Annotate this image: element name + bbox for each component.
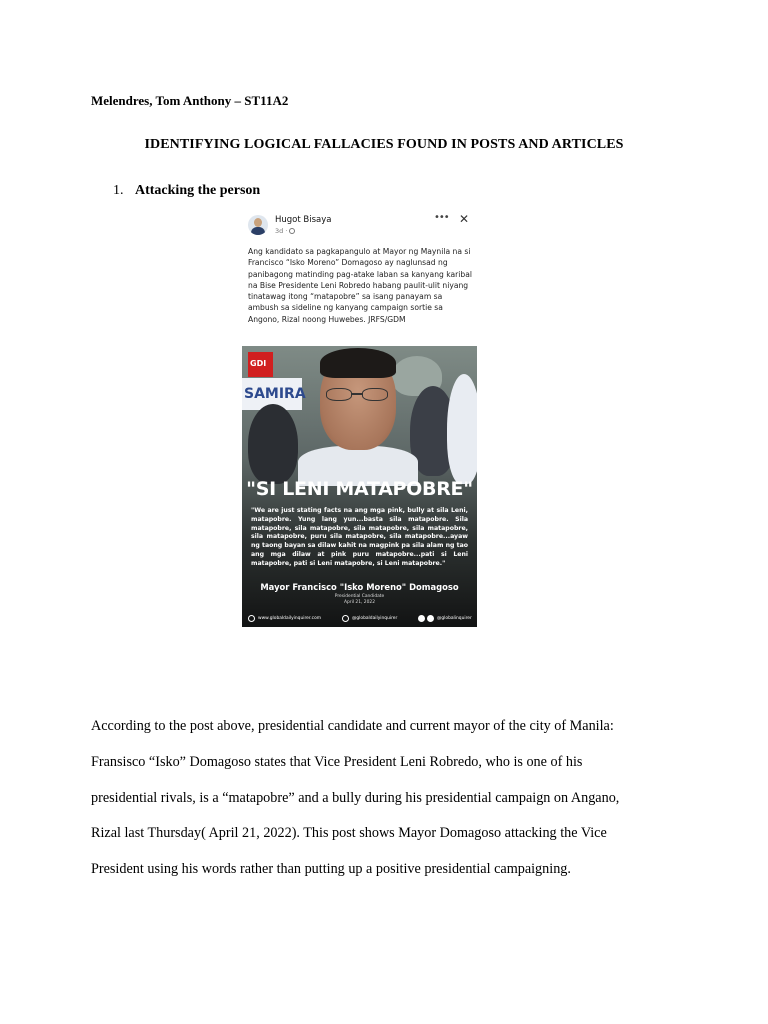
graphic-quote: "We are just stating facts na ang mga pink, bully at sila Leni, matapobre. Yung lang yun...basta sila matapobre. Sila matapobre, sila matapobre, sila matapobre, sila matapobre, sila matapobre, puru sila matapobre, sila matapobre...ayaw ng taong bayan sa dilaw kahit na magpink pa sila alam ng tao ang mga dilaw at pink puru matapobre...pati si Leni matapobre, pati si Leni matapobre, si Leni matapobre." bbox=[251, 507, 468, 567]
paragraph-line: According to the post above, presidential candidate and current mayor of the city of Manila: bbox=[91, 718, 614, 734]
list-item bbox=[113, 183, 260, 199]
author-line: Melendres, Tom Anthony – ST11A2 bbox=[91, 93, 289, 108]
post-graphic bbox=[242, 346, 477, 627]
post-caption: Ang kandidato sa pagkapangulo at Mayor ng Maynila na si Francisco “Isko Moreno” Domagoso ay naglunsad ng panibagong matinding pag-atake laban sa kanyang karibal na Bise Presidente Leni Robredo habang paulit-ulit niyang tinatawag itong “matapobre” sa isang panayam sa ambush sa sideline ng kanyang campaign sortie sa Angono, Rizal noong Huwebes. JRFS/GDM bbox=[248, 247, 472, 324]
graphic-footer bbox=[242, 610, 477, 627]
globe-icon bbox=[289, 228, 295, 234]
speaker-role: Presidential Candidate bbox=[334, 594, 385, 599]
speaker-name: Mayor Francisco "Isko Moreno" Domagoso bbox=[260, 582, 459, 592]
post-header bbox=[242, 207, 477, 239]
instagram-icon bbox=[342, 615, 349, 622]
footer-handle: @globaldailyinquirer bbox=[352, 616, 398, 621]
paragraph-line: presidential rivals, is a “matapobre” and a bully during his presidential campaign on Angano, bbox=[91, 789, 620, 806]
poster-name: Hugot Bisaya bbox=[275, 215, 332, 225]
twitter-icon bbox=[427, 615, 434, 622]
glasses bbox=[326, 388, 390, 402]
avatar bbox=[248, 215, 268, 235]
embedded-post-image bbox=[242, 207, 477, 627]
footer-social: @globalinquirer bbox=[437, 616, 472, 621]
close-icon: ✕ bbox=[459, 212, 470, 226]
paragraph-line: Rizal last Thursday( April 21, 2022). This post shows Mayor Domagoso attacking the Vice bbox=[91, 825, 607, 842]
speaker-hair bbox=[320, 348, 396, 378]
graphic-headline: "SI LENI MATAPOBRE" bbox=[246, 478, 473, 500]
footer-site: www.globaldailyinquirer.com bbox=[258, 616, 322, 621]
paragraph-line: President using his words rather than putting up a positive presidential campaigning. bbox=[91, 861, 571, 878]
more-dots-icon: ••• bbox=[434, 212, 449, 223]
analysis-paragraph bbox=[91, 709, 691, 888]
list-item-title: Attacking the person bbox=[135, 183, 261, 198]
document-title: IDENTIFYING LOGICAL FALLACIES FOUND IN POSTS AND ARTICLES bbox=[144, 137, 624, 152]
news-logo-text: GDI bbox=[250, 359, 267, 368]
background-person bbox=[447, 374, 477, 484]
list-item-number: 1. bbox=[113, 183, 124, 198]
post-meta: 3d · bbox=[275, 227, 295, 235]
background-person bbox=[248, 404, 298, 484]
paragraph-line: Fransisco “Isko” Domagoso states that Vice President Leni Robredo, who is one of his bbox=[91, 753, 583, 770]
speaker-date: April 21, 2022 bbox=[344, 600, 375, 605]
globe-icon bbox=[248, 615, 255, 622]
background-banner-text: SAMIRA bbox=[244, 386, 306, 402]
facebook-icon bbox=[418, 615, 425, 622]
